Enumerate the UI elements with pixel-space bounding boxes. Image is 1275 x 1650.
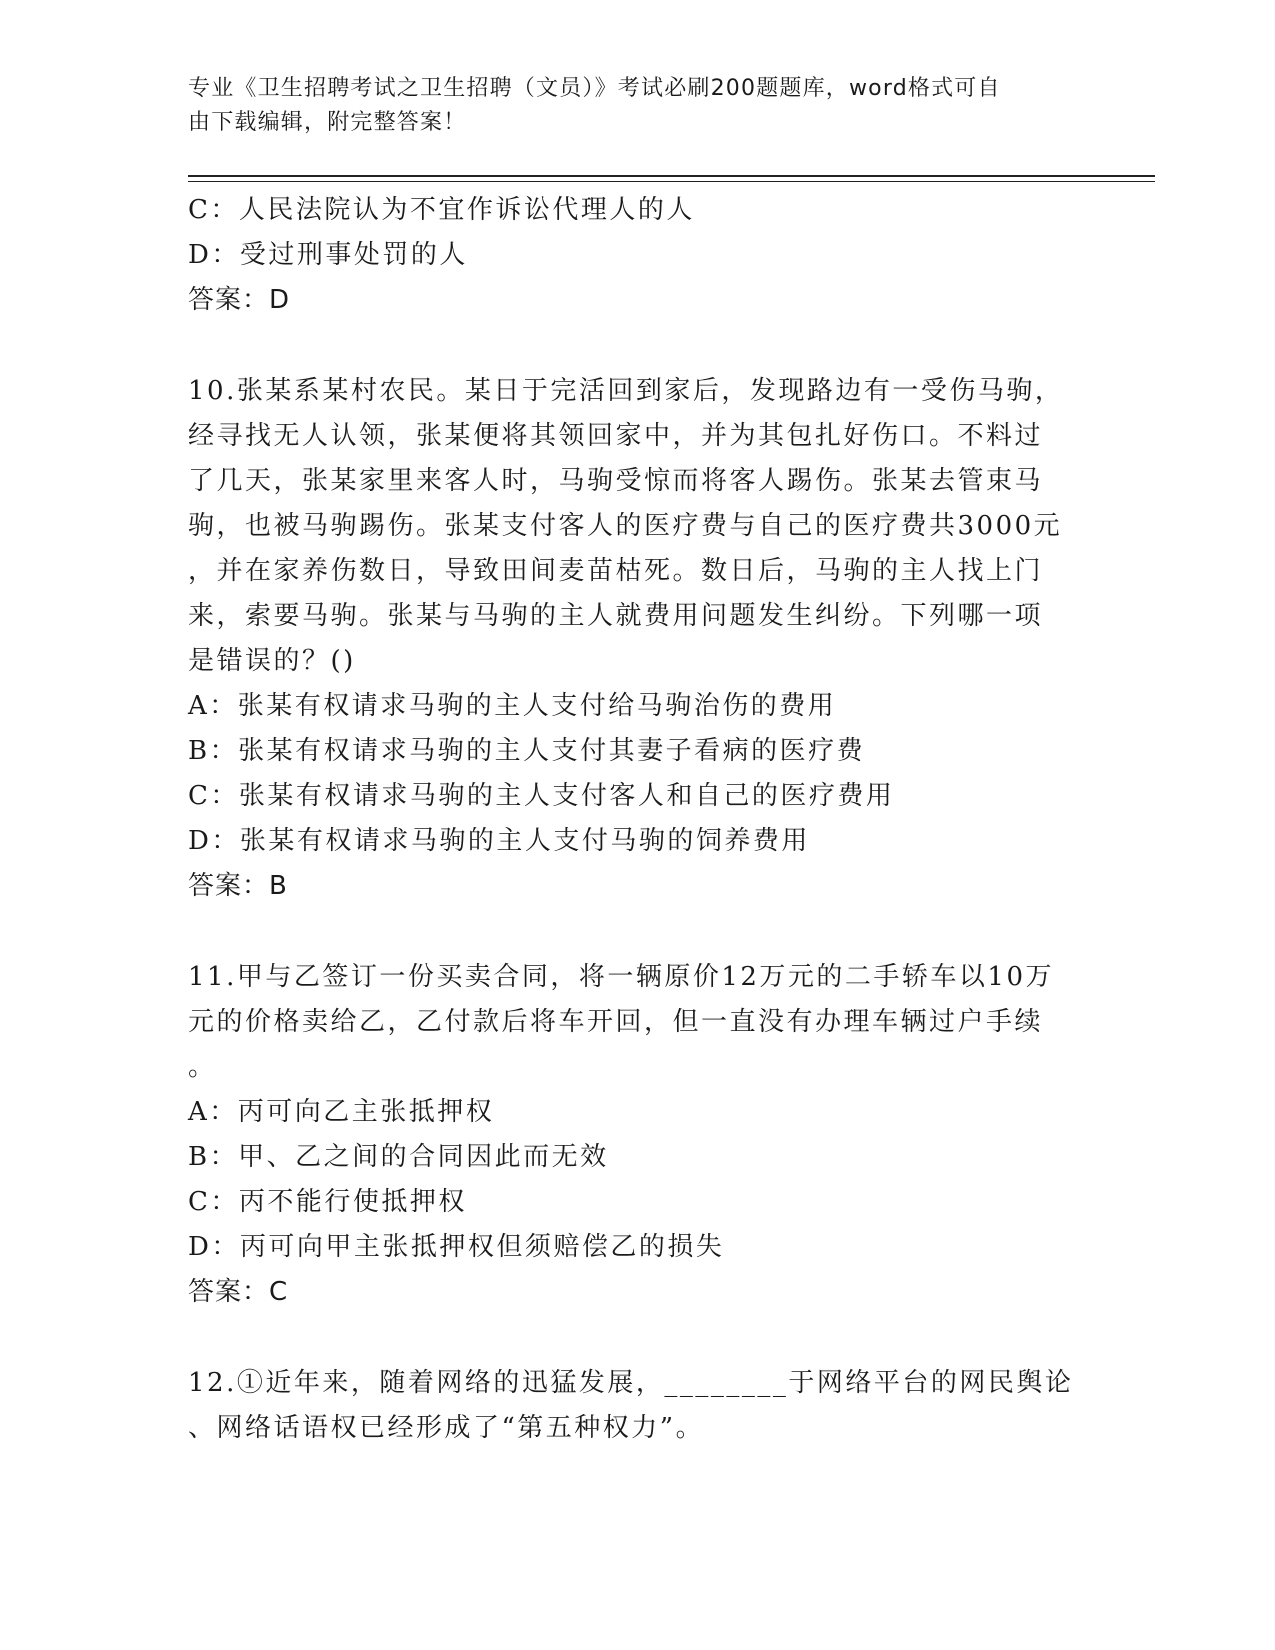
question-text-line: 12.①近年来，随着网络的迅猛发展，________于网络平台的网民舆论 (188, 1368, 1074, 1398)
option-d: D：张某有权请求马驹的主人支付马驹的饲养费用 (188, 826, 810, 856)
header-line-2: 由下载编辑，附完整答案！ (188, 110, 467, 135)
spacer (188, 1315, 1078, 1361)
header-divider-thin (188, 181, 1155, 182)
spacer (188, 909, 1078, 955)
question-text-line: 11.甲与乙签订一份买卖合同，将一辆原价12万元的二手轿车以10万 (188, 962, 1055, 992)
spacer (188, 323, 1078, 369)
question-text-line: 10.张某系某村农民。某日于完活回到家后，发现路边有一受伤马驹， (188, 376, 1064, 406)
question-text-line: 驹，也被马驹踢伤。张某支付客人的医疗费与自己的医疗费共3000元 (188, 511, 1063, 541)
option-c: C：张某有权请求马驹的主人支付客人和自己的医疗费用 (188, 781, 895, 811)
question-text-line: 元的价格卖给乙，乙付款后将车开回，但一直没有办理车辆过户手续 (188, 1007, 1044, 1037)
header-line-1: 专业《卫生招聘考试之卫生招聘（文员）》考试必刷200题题库，word格式可自 (188, 76, 1001, 101)
question-content (188, 188, 1078, 1451)
question-text-line: 。 (188, 1052, 217, 1082)
question-text-line: 、网络话语权已经形成了“第五种权力”。 (188, 1413, 705, 1443)
question-block-10 (188, 369, 1078, 909)
option-d: D：受过刑事处罚的人 (188, 240, 468, 270)
option-b: B：张某有权请求马驹的主人支付其妻子看病的医疗费 (188, 736, 866, 766)
option-a: A：张某有权请求马驹的主人支付给马驹治伤的费用 (188, 691, 837, 721)
option-d: D：丙可向甲主张抵押权但须赔偿乙的损失 (188, 1232, 725, 1262)
option-a: A：丙可向乙主张抵押权 (188, 1097, 495, 1127)
question-text-line: 是错误的？() (188, 646, 356, 676)
option-b: B：甲、乙之间的合同因此而无效 (188, 1142, 609, 1172)
question-text-line: 了几天，张某家里来客人时，马驹受惊而将客人踢伤。张某去管束马 (188, 466, 1044, 496)
page-header (188, 72, 1068, 140)
option-c: C：人民法院认为不宜作诉讼代理人的人 (188, 195, 695, 225)
option-c: C：丙不能行使抵押权 (188, 1187, 467, 1217)
question-block-12 (188, 1361, 1078, 1451)
question-block-9 (188, 188, 1078, 323)
question-block-11 (188, 955, 1078, 1315)
question-text-line: 经寻找无人认领，张某便将其领回家中，并为其包扎好伤口。不料过 (188, 421, 1044, 451)
header-divider (188, 175, 1155, 177)
answer-label: 答案：C (188, 1277, 289, 1307)
question-text-line: 来，索要马驹。张某与马驹的主人就费用问题发生纠纷。下列哪一项 (188, 601, 1044, 631)
answer-label: 答案：B (188, 871, 288, 901)
question-text-line: ，并在家养伤数日，导致田间麦苗枯死。数日后，马驹的主人找上门 (188, 556, 1044, 586)
answer-label: 答案：D (188, 285, 291, 315)
